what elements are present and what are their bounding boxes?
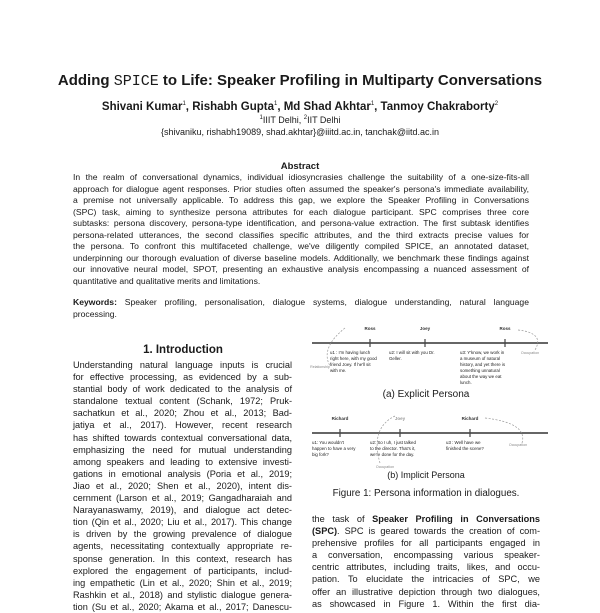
abstract-body (73, 172, 529, 287)
subfigure-caption-b: (b) Implicit Persona (387, 470, 465, 480)
persona-label: Occupation (508, 443, 528, 447)
persona-label: Relationship (310, 365, 330, 369)
persona-label: Occupation (375, 465, 395, 469)
text-line: (SPC) task, aiming to synthesize persona attributes for each dialogue participant. SPC comprises three core (73, 206, 529, 217)
text-line: persona-related utterances, the second classifies specific attributes, and the third extracts precise values for (73, 229, 529, 240)
text-line: among speakers and leading to extensive investi- (73, 456, 292, 467)
text-line: is driven by the growing prevalence of dialogue (73, 529, 292, 540)
text-line: stantial body of work dedicated to the analysis of (73, 384, 292, 395)
subfigure-caption-a: (a) Explicit Persona (382, 389, 470, 400)
author-list: Shivani Kumar$^1$, Rishabh Gupta$^1$, Md Shad Akhtar$^1$, Tanmoy Chakraborty$^2$ (101, 101, 499, 113)
paper-title: Adding SPICE to Life: Speaker Profiling in Multiparty Conversations (57, 72, 543, 90)
text-line: Narayanaswamy, 2019), and dialogue act detec- (73, 505, 292, 516)
text-line: offer an illustrative depiction through two dialogues, (312, 586, 540, 597)
spice-name: SPICE (113, 73, 159, 90)
text-line: Rashkin et al., 2018) and stylistic dialogue genera- (73, 589, 292, 600)
figure-caption: Figure 1: Persona information in dialogues. (332, 488, 520, 499)
author-emails: {shivaniku, rishabh19089, shad.akhtar}@iiitd.ac.in, tanchak@iitd.ac.in (161, 127, 439, 137)
author: Md Shad Akhtar (283, 101, 371, 113)
utterance-line: we're done for the day. (370, 452, 415, 457)
speaker-label: Ross (364, 326, 376, 331)
keywords-label: Keywords: (73, 297, 117, 307)
text-line: subtasks: persona discovery, persona-type identification, and persona-value extraction. The first subtask identifies (73, 218, 529, 228)
relation-arrow (518, 330, 538, 350)
text-line: centric attributes, including traits, likes, and occu- (312, 562, 540, 573)
text-line: tion (Su et al., 2020; Akama et al., 2017; Danescu- (73, 601, 292, 612)
section-heading-introduction: 1. Introduction (143, 344, 223, 356)
abstract-heading: Abstract (280, 161, 320, 172)
utterance-line: right here, with my good (330, 356, 377, 361)
persona-label: Occupation (520, 351, 540, 355)
author: Shivani Kumar (101, 101, 183, 113)
text-line: tion (Qin et al., 2020; Liu et al., 2017). This change (73, 517, 292, 528)
text-line: underpinning our thorough evaluation of diverse baseline models. Additionally, we benchmark these findings against (73, 252, 529, 263)
affiliations: $^1$IIIT Delhi, $^2$IIT Delhi (259, 115, 341, 125)
text-line: prehensive profiles for all participants engaged in (312, 538, 540, 549)
text-line: standalone textual content (Schank, 1972; Pruk- (73, 396, 292, 407)
utterance-line: to the director. That's it, (370, 446, 416, 451)
utterance-line: u2: I will sit with you Dr. (389, 350, 435, 355)
utterance-line: u2: So I uh, I just talked (370, 440, 416, 445)
text-line: Understanding natural language inputs is crucial (73, 360, 292, 370)
utterance-line: lunch. (460, 380, 472, 385)
text-line: Jiao et al., 2020; Shen et al., 2020), intent dis- (73, 480, 292, 491)
text-line: emphasizing the need for mutual understanding (73, 444, 292, 455)
text-line: quantitative and qualitative merits and limitations. (73, 275, 261, 286)
speaker-label: Ross (499, 326, 511, 331)
utterance-line: history, and yet there is (460, 362, 506, 367)
relation-arrow (485, 418, 523, 443)
utterance-line: u3 : Well have we (446, 440, 481, 445)
text-line: gations in emotional analysis (Poria et al., 2019; (73, 468, 292, 479)
utterance-line: finished the scene? (446, 446, 484, 451)
utterance-line: friend Joey. If he'll sit (330, 362, 371, 367)
text-line: sachatkun et al., 2020; Zhou et al., 2013; Bad- (73, 408, 292, 419)
speaker-label: Richard (331, 416, 349, 421)
text-line: ing empathetic (Lin et al., 2020; Shin et al., 2019; (73, 577, 292, 588)
text-line: pation. To elucidate the intricacies of SPC, we (312, 574, 540, 585)
right-column-body: the task of Speaker Profiling in Conversations (SPC). SPC is geared towards the creation of com- prehensive profiles for all participants engaged in a conversation, encompassing various speaker- centric attributes, including traits, likes, and occu- pation. To elucidate the intricacies of SPC, we offer an illustrative depiction through two dialogues, as showcased in Figure 1. Within the first dia- (312, 514, 540, 609)
text-line: has shifted towards contextual conversational data, (73, 432, 292, 443)
introduction-body (73, 359, 292, 613)
utterance-line: u3: Y'know, we work in (460, 350, 505, 355)
speaker-label: Joey (394, 416, 406, 421)
text-line: as showcased in Figure 1. Within the first dia- (312, 598, 540, 609)
speaker-label: Joey (419, 326, 431, 331)
utterance-line: about the way we eat (460, 374, 502, 379)
utterance-line: something unnatural (460, 368, 500, 373)
text-line: approach for dialogue agent responses. Prior studies often assumed the speaker's persona's immediate availability, (73, 183, 529, 194)
text-line: cernment (Larson et al., 2019; Gangadharaiah and (73, 493, 292, 504)
utterance-line: a museum of natural (460, 356, 501, 361)
utterance-line: u1: You wouldn't (312, 440, 344, 445)
author: Tanmoy Chakraborty (380, 101, 495, 113)
text-line: jatiya et al., 2017). However, recent research (73, 420, 292, 431)
text-line: for effective processing, as evidenced by a sub- (73, 372, 292, 383)
utterance-line: u1 : I'm having lunch (330, 350, 371, 355)
author: Rishabh Gupta (192, 101, 274, 113)
keywords: Keywords: Speaker profiling, personalisation, dialogue systems, dialogue understanding, natural language processing. (73, 297, 529, 319)
utterance-line: big fork? (312, 452, 329, 457)
speaker-label: Richard (461, 416, 479, 421)
text-line: explored the engagement of participants, includ- (73, 565, 292, 576)
text-line: sponse generation. In this context, research has (73, 553, 292, 564)
utterance-line: happen to have a very (312, 446, 356, 451)
text-line: a conversation, encompassing various speaker- (312, 550, 540, 561)
text-line: agents, necessitating contextually appropriate re- (73, 541, 292, 552)
text-line: a premise not universally applicable. To address this gap, we explore the Speaker Profiling in Conversations (73, 195, 529, 205)
utterance-line: with me. (330, 368, 347, 373)
text-line: our innovative neural model, SPOT, presenting an exhaustive analysis encompassing a nuanced assessment of (73, 264, 529, 274)
text-line: In the realm of conversational dynamics, individual idiosyncrasies challenge the suitability of a one-size-fits-all (73, 172, 529, 182)
text-line: the persona. To confront this multifaceted challenge, we've diligently compiled SPICE, an annotated dataset, (73, 241, 529, 251)
utterance-line: Geller. (389, 356, 402, 361)
persona-diagram (300, 318, 560, 483)
